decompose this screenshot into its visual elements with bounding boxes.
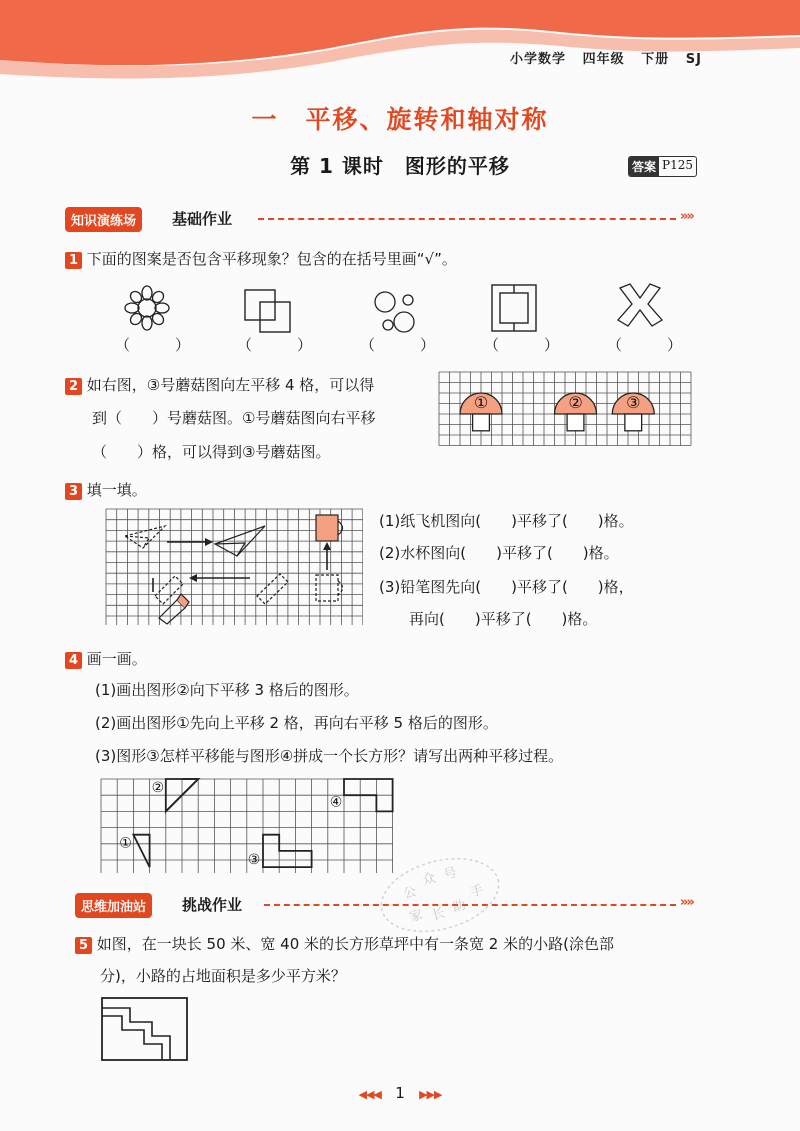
section-arrows-icon: »» xyxy=(680,895,693,910)
translation-grid xyxy=(105,508,363,625)
svg-text:公: 公 xyxy=(401,884,419,903)
pencil-solid xyxy=(159,594,189,624)
shape-1 xyxy=(133,835,149,867)
q3-item-1: (1)纸飞机图向( )平移了( )格。 xyxy=(379,512,634,530)
cup-solid xyxy=(316,515,343,541)
question-5-line: 分)，小路的占地面积是多少平方米？ xyxy=(100,967,346,985)
svg-text:号: 号 xyxy=(442,865,459,884)
q1-answer-row xyxy=(110,334,690,354)
shape-label: ② xyxy=(151,780,165,797)
mushroom-3 xyxy=(612,393,654,431)
answer-blank[interactable]: （ ） xyxy=(115,336,191,354)
shape-label: ③ xyxy=(247,851,261,868)
answer-blank[interactable]: （ ） xyxy=(237,336,313,354)
arrow-head-icon xyxy=(189,574,197,582)
q4-item-3: (3)图形③怎样平移能与图形④拼成一个长方形？请写出两种平移过程。 xyxy=(95,747,564,765)
section-badge-basic: 知识演练场 xyxy=(65,207,142,232)
section-arrows-icon: »» xyxy=(680,209,693,224)
mushroom-label: ③ xyxy=(626,393,641,412)
pencil-dashed xyxy=(257,574,288,604)
page-number: 1 xyxy=(395,1084,405,1102)
q4-item-2: (2)画出图形①先向上平移 2 格，再向右平移 5 格后的图形。 xyxy=(95,714,498,732)
question-number: 4 xyxy=(65,652,82,669)
question-5: 5 如图，在一块长 50 米、宽 40 米的长方形草坪中有一条宽 2 米的小路(涂色部 xyxy=(75,934,614,954)
mushroom-grid xyxy=(438,371,698,453)
section-subtitle-basic: 基础作业 xyxy=(172,210,233,228)
section-badge-challenge: 思维加油站 xyxy=(75,893,152,918)
section-divider xyxy=(258,218,676,220)
cross-figure xyxy=(618,284,662,326)
next-arrows-icon: ▶▶▶ xyxy=(419,1088,442,1101)
question-4: 4 画一画。 xyxy=(65,649,147,669)
mushroom-2 xyxy=(555,393,597,431)
section-divider xyxy=(264,904,676,906)
mushroom-label: ② xyxy=(568,393,583,412)
question-number: 3 xyxy=(65,483,82,500)
q3-item-2: (2)水杯图向( )平移了( )格。 xyxy=(379,544,619,562)
q1-figures xyxy=(110,280,690,340)
shape-label: ① xyxy=(119,835,132,852)
header-band xyxy=(0,0,800,90)
shape-label: ④ xyxy=(329,794,343,811)
question-2-line: （ ）格，可以得到③号蘑菇图。 xyxy=(92,443,331,461)
q4-item-1: (1)画出图形②向下平移 3 格后的图形。 xyxy=(95,681,359,699)
lesson-title: 第 1 课时 图形的平移 xyxy=(290,154,510,178)
svg-text:长: 长 xyxy=(430,905,447,924)
paper-plane-dashed xyxy=(125,526,165,548)
lawn-path-figure xyxy=(100,996,190,1064)
arrow-head-icon xyxy=(205,538,213,546)
question-number: 1 xyxy=(65,252,82,269)
svg-text:手: 手 xyxy=(468,882,486,901)
header-info: 小学数学 四年级 下册 SJ xyxy=(510,52,702,67)
question-2-line: 到（ ）号蘑菇图。①号蘑菇图向右平移 xyxy=(92,409,376,427)
shape-3 xyxy=(263,835,312,867)
arrow-head-icon xyxy=(323,542,331,550)
squares-figure xyxy=(245,290,290,332)
answer-blank[interactable]: （ ） xyxy=(607,336,683,354)
prev-arrows-icon: ◀◀◀ xyxy=(358,1088,381,1101)
flower-figure xyxy=(125,286,169,330)
question-1 xyxy=(65,249,457,269)
question-1-text: 下面的图案是否包含平移现象？包含的在括号里画“√”。 xyxy=(86,250,457,268)
q3-item-3: (3)铅笔图先向( )平移了( )格， xyxy=(379,578,634,596)
question-3: 3 填一填。 xyxy=(65,480,147,500)
svg-text:家: 家 xyxy=(408,907,425,926)
answer-blank[interactable]: （ ） xyxy=(484,336,560,354)
answer-tag: 答案 P125 xyxy=(628,156,697,177)
answer-blank[interactable]: （ ） xyxy=(360,336,436,354)
question-number: 2 xyxy=(65,378,82,395)
svg-text:众: 众 xyxy=(420,870,438,889)
unit-title: 一 平移、旋转和轴对称 xyxy=(251,105,549,134)
mushroom-1 xyxy=(460,393,502,431)
nested-rect-figure xyxy=(492,285,536,331)
circles-figure xyxy=(375,292,414,332)
section-subtitle-challenge: 挑战作业 xyxy=(182,896,243,914)
page-footer xyxy=(0,1084,800,1102)
q3-item-4: 再向( )平移了( )格。 xyxy=(409,610,598,628)
svg-text:助: 助 xyxy=(451,897,468,916)
drawing-grid[interactable] xyxy=(100,778,400,874)
question-2: 2 如右图，③号蘑菇图向左平移 4 格，可以得 xyxy=(65,375,374,395)
mushroom-label: ① xyxy=(473,393,489,412)
question-number: 5 xyxy=(75,937,92,954)
